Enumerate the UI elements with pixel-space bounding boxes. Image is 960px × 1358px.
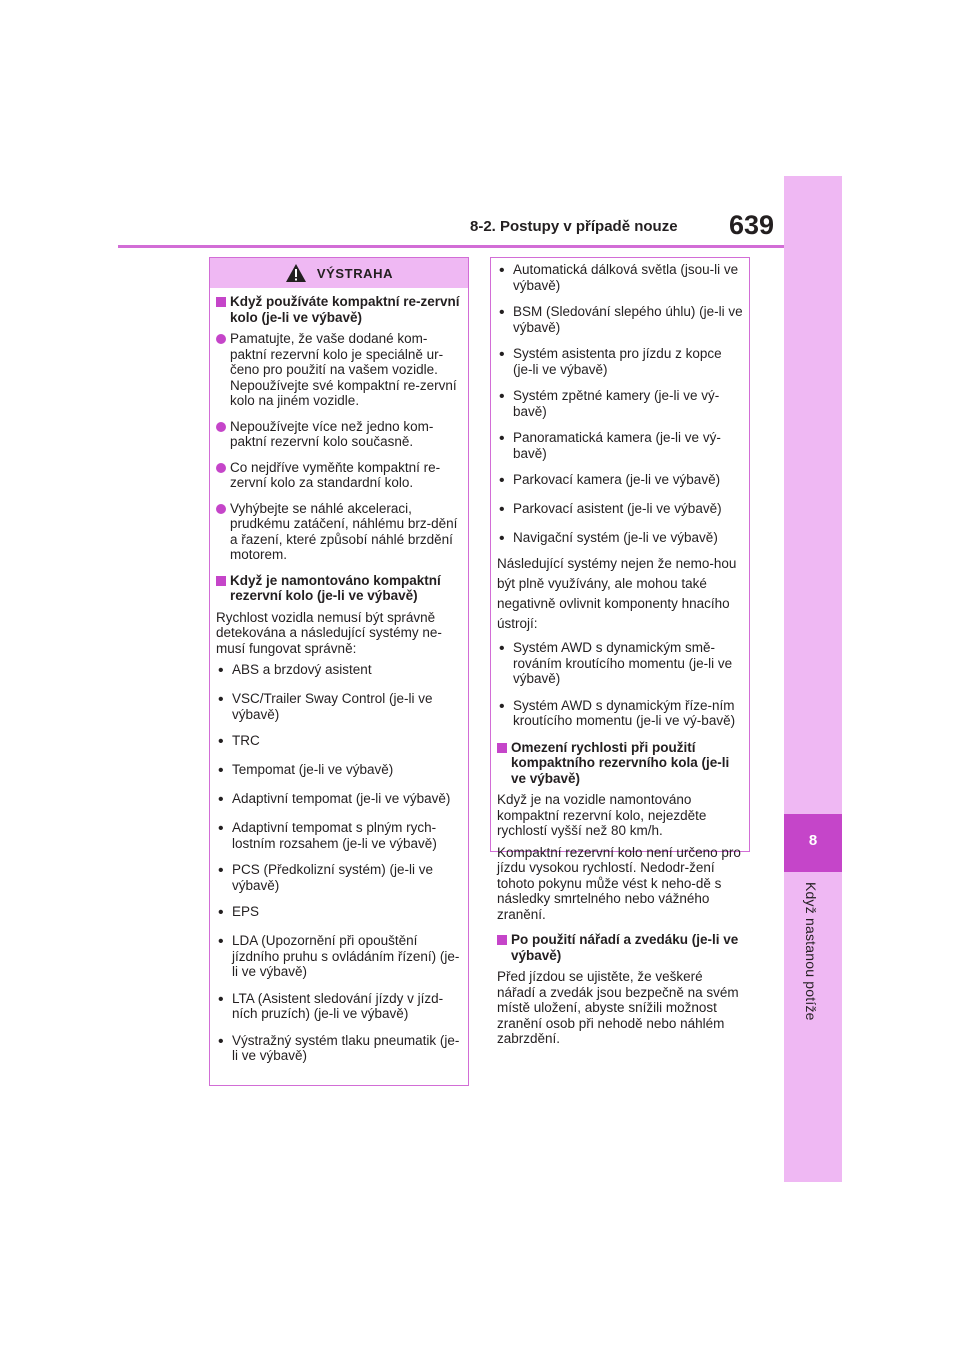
list-item-text: Adaptivní tempomat s plným rych-lostním rozsahem (je-li ve výbavě) (232, 820, 437, 851)
list-item (216, 501, 462, 563)
list-item-text: LDA (Upozornění při opouštění jízdního pruhu s ovládáním řízení) (je-li ve výbavě) (232, 933, 460, 979)
section2-text: Rychlost vozidla nemusí být správně detekována a následující systémy ne-musí fungovat správně: (216, 609, 442, 656)
list-item-text: Tempomat (je-li ve výbavě) (232, 762, 394, 777)
list-item-text: Systém AWD s dynamickým smě-rováním kroutícího momentu (je-li ve výbavě) (513, 640, 733, 686)
chapter-title: Když nastanou potíže (803, 882, 819, 1021)
list-item: • BSM (Sledování slepého úhlu) (je-li ve výbavě) (499, 304, 743, 335)
list-item (216, 331, 462, 409)
drivetrain-text: Následující systémy nejen že nemo-hou být plně využívány, ale mohou také negativně ovlivnit komponenty hnacího ústrojí: (497, 556, 737, 631)
list-item: • Parkovací asistent (je-li ve výbavě) (499, 501, 722, 518)
list-item: • EPS (218, 904, 260, 921)
chapter-number: 8 (808, 832, 818, 849)
list-item-text: ABS a brzdový asistent (232, 662, 372, 677)
list-item-text: EPS (232, 904, 260, 919)
section-heading (216, 573, 462, 604)
list-item-text: Parkovací kamera (je-li ve výbavě) (513, 472, 721, 487)
list-item: • Systém AWD s dynamickým říze-ním kroutícího momentu (je-li ve vý-bavě) (497, 698, 743, 729)
list-item-text: Vyhýbejte se náhlé akceleraci, prudkému zatáčení, náhlému brz-dění a řazení, které způsobí náhlé brzdění motorem. (230, 500, 458, 562)
warning-box-right (490, 257, 750, 1046)
list-item: • Systém asistenta pro jízdu z kopce (je-li ve výbavě) (497, 346, 743, 377)
section4-heading: Po použití nářadí a zvedáku (je-li ve výbavě) (511, 932, 739, 963)
section-title: 8-2. Postupy v případě nouze (470, 218, 678, 235)
section1-heading: Když používáte kompaktní re-zervní kolo (je-li ve výbavě) (230, 294, 460, 325)
list-item: • Navigační systém (je-li ve výbavě) (499, 530, 718, 547)
list-item-text: Systém asistenta pro jízdu z kopce (je-li ve výbavě) (513, 346, 722, 377)
section-heading (216, 294, 462, 325)
circle-bullet-icon (216, 463, 226, 473)
section3-text1: Když je na vozidle namontováno kompaktní rezervní kolo, nejezděte rychlostí vyšší než 80 km/h. (497, 792, 707, 838)
section3-text2: Kompaktní rezervní kolo není určeno pro jízdu vysokou rychlostí. Nedodr-žení tohoto pokynu může vést k neho-dě s následky smrtelného nebo vážného zranění. (497, 844, 741, 922)
list-item-text: VSC/Trailer Sway Control (je-li ve výbavě) (232, 691, 433, 722)
list-item-text: Výstražný systém tlaku pneumatik (je-li ve výbavě) (232, 1032, 460, 1063)
list-item-text: PCS (Předkolizní systém) (je-li ve výbavě) (232, 862, 434, 893)
list-item-text: Nepoužívejte více než jedno kom-paktní rezervní kolo současně. (230, 418, 434, 449)
section4-text: Před jízdou se ujistěte, že veškeré nářadí a zvedák jsou bezpečně na svém místě uložení, abyste snížili možnost zranění osob při nehodě nebo náhlém zabrzdění. (497, 969, 739, 1046)
list-item-text: LTA (Asistent sledování jízdy v jízd-ních pruzích) (je-li ve výbavě) (232, 990, 444, 1021)
list-item: • Parkovací kamera (je-li ve výbavě) (499, 472, 721, 489)
square-bullet-icon (497, 935, 507, 945)
list-item: • Systém zpětné kamery (je-li ve vý-bavě) (497, 388, 743, 419)
list-item: • ABS a brzdový asistent (218, 662, 372, 679)
list-item: • Výstražný systém tlaku pneumatik (je-li ve výbavě) (216, 1033, 462, 1064)
section-heading (497, 740, 743, 787)
section-heading (497, 932, 743, 963)
list-item-text: Pamatujte, že vaše dodané kom-paktní rezervní kolo je speciálně ur-čeno pro použití na vašem vozidle. Nepoužívejte své kompaktní re-zervní kolo na jiném vozidle. (230, 331, 457, 408)
circle-bullet-icon (216, 422, 226, 432)
list-item: • Panoramatická kamera (je-li ve vý-bavě) (497, 430, 743, 461)
list-item-text: Co nejdříve vyměňte kompaktní re-zervní kolo za standardní kolo. (230, 459, 441, 490)
list-item: • Systém AWD s dynamickým smě-rováním kroutícího momentu (je-li ve výbavě) (497, 640, 743, 687)
list-item: • Adaptivní tempomat s plným rych-lostním rozsahem (je-li ve výbavě) (216, 820, 462, 851)
list-item: • VSC/Trailer Sway Control (je-li ve výbavě) (216, 691, 462, 722)
list-item-text: TRC (232, 733, 260, 748)
list-item-text: BSM (Sledování slepého úhlu) (je-li ve výbavě) (513, 304, 743, 335)
list-item: • Automatická dálková světla (jsou-li ve výbavě) (497, 262, 743, 293)
warning-label: VÝSTRAHA (316, 265, 394, 281)
list-item: • Tempomat (je-li ve výbavě) (218, 762, 394, 779)
section2-heading: Když je namontováno kompaktní rezervní kolo (je-li ve výbavě) (230, 572, 441, 603)
warning-box-left (209, 257, 469, 1086)
circle-bullet-icon (216, 504, 226, 514)
list-item-text: Navigační systém (je-li ve výbavě) (513, 530, 718, 545)
page-number: 639 (729, 210, 775, 240)
chapter-side-tab (784, 176, 842, 1182)
list-item: • Adaptivní tempomat (je-li ve výbavě) (218, 791, 451, 808)
list-item-text: Parkovací asistent (je-li ve výbavě) (513, 501, 722, 516)
circle-bullet-icon (216, 334, 226, 344)
list-item (216, 419, 462, 450)
section3-heading: Omezení rychlosti při použití kompaktního rezervního kola (je-li ve výbavě) (511, 739, 730, 786)
list-item: • LDA (Upozornění při opouštění jízdního pruhu s ovládáním řízení) (je-li ve výbavě) (216, 933, 462, 980)
list-item (216, 460, 462, 491)
list-item: • LTA (Asistent sledování jízdy v jízd-ních pruzích) (je-li ve výbavě) (216, 991, 462, 1022)
list-item-text: Systém AWD s dynamickým říze-ním kroutícího momentu (je-li ve vý-bavě) (513, 697, 736, 728)
list-item-text: Systém zpětné kamery (je-li ve vý-bavě) (513, 388, 720, 419)
square-bullet-icon (497, 743, 507, 753)
square-bullet-icon (216, 576, 226, 586)
square-bullet-icon (216, 297, 226, 307)
warning-header (210, 258, 468, 288)
list-item: • PCS (Předkolizní systém) (je-li ve výbavě) (216, 862, 462, 893)
list-item-text: Automatická dálková světla (jsou-li ve výbavě) (513, 262, 739, 293)
drivetrain-text-block (497, 554, 743, 634)
header-rule (118, 245, 784, 248)
warning-triangle-icon (285, 263, 307, 283)
list-item: • TRC (218, 733, 260, 750)
list-item-text: Panoramatická kamera (je-li ve vý-bavě) (513, 430, 721, 461)
list-item-text: Adaptivní tempomat (je-li ve výbavě) (232, 791, 451, 806)
